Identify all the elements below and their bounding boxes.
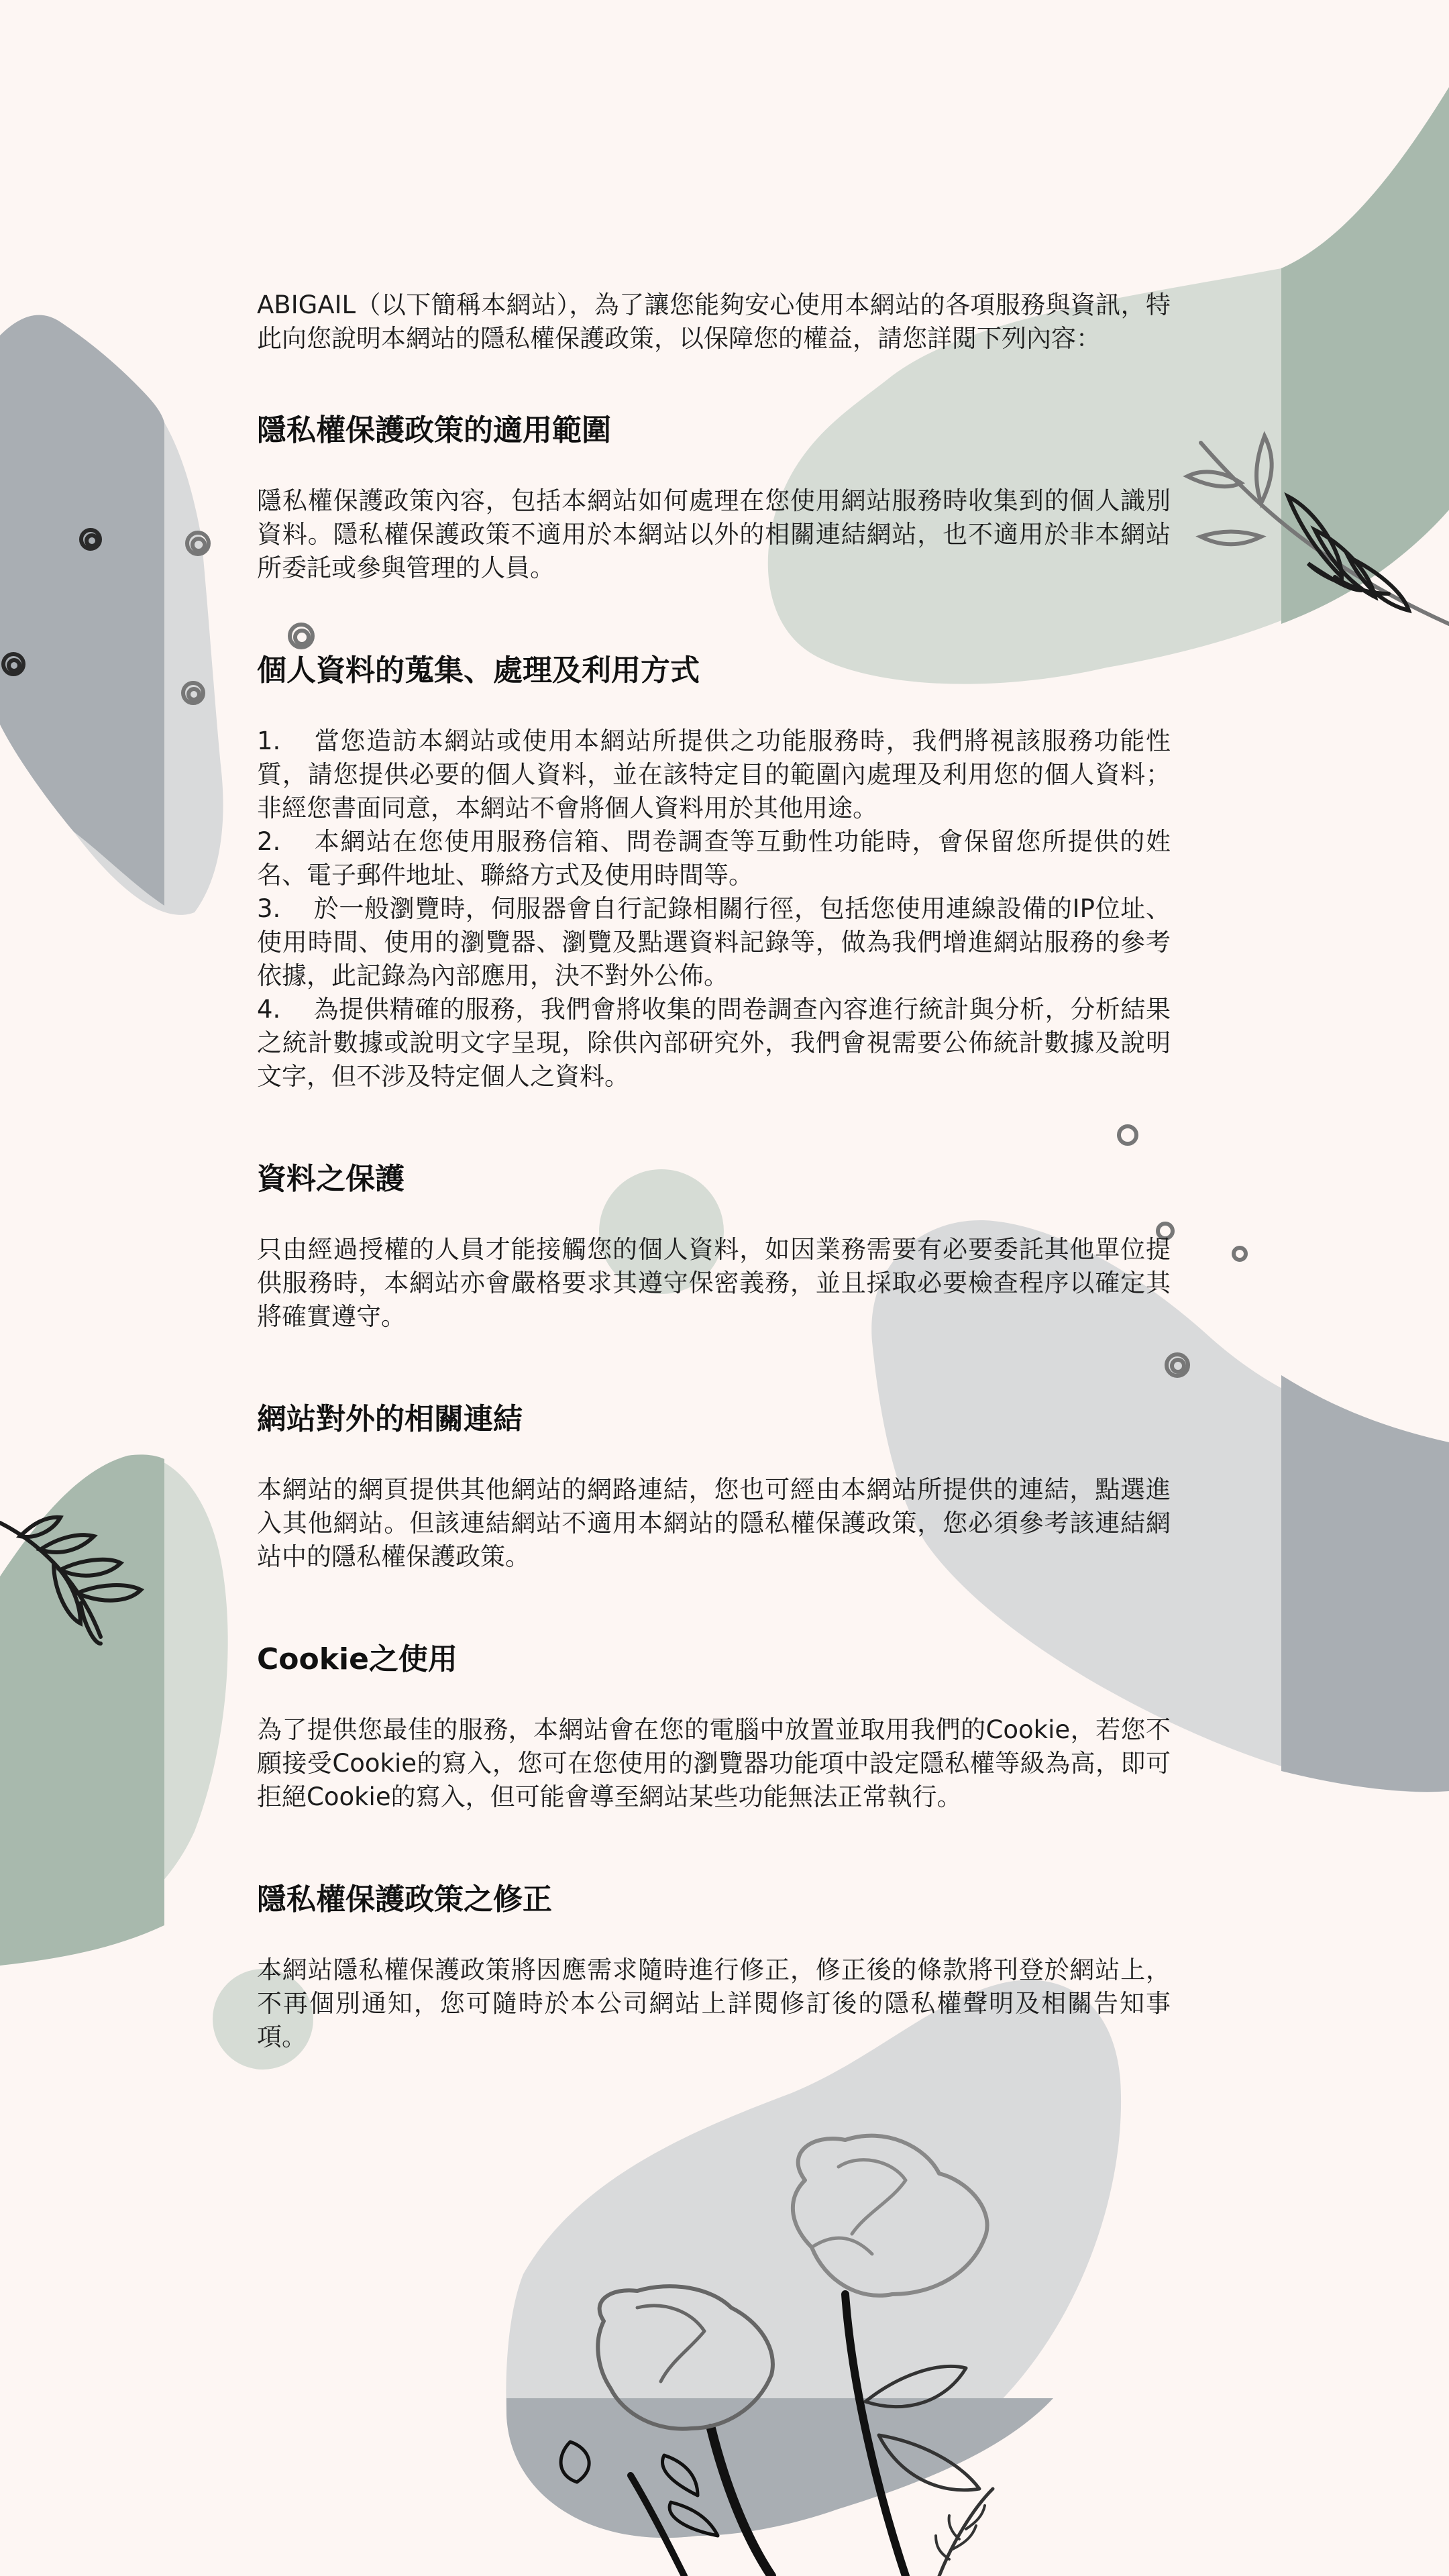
list-text: 為提供精確的服務，我們會將收集的問卷調查內容進行統計與分析，分析結果之統計數據或說明文字呈現，除供內部研究外，我們會視需要公佈統計數據及說明文字，但不涉及特定個人之資料。 bbox=[257, 995, 1171, 1091]
list-number: 2. bbox=[257, 827, 281, 856]
intro-paragraph: ABIGAIL（以下簡稱本網站），為了讓您能夠安心使用本網站的各項服務與資訊，特此向您說明本網站的隱私權保護政策，以保障您的權益，請您詳閱下列內容： bbox=[257, 290, 1171, 353]
list-number: 3. bbox=[257, 894, 281, 923]
section-title-scope: 隱私權保護政策的適用範圍 bbox=[257, 413, 611, 447]
privacy-policy-content bbox=[257, 288, 1171, 2054]
section-body-amendment: 本網站隱私權保護政策將因應需求隨時進行修正，修正後的條款將刊登於網站上，不再個別通知，您可隨時於本公司網站上詳閱修訂後的隱私權聲明及相關告知事項。 bbox=[257, 1955, 1171, 2051]
section-body-scope: 隱私權保護政策內容，包括本網站如何處理在您使用網站服務時收集到的個人識別資料。隱私權保護政策不適用於本網站以外的相關連結網站，也不適用於非本網站所委託或參與管理的人員。 bbox=[257, 486, 1171, 582]
section-title-collection: 個人資料的蒐集、處理及利用方式 bbox=[257, 653, 700, 688]
list-item bbox=[257, 724, 1171, 825]
section-title-external-links: 網站對外的相關連結 bbox=[257, 1402, 523, 1436]
section-title-cookie: Cookie之使用 bbox=[257, 1642, 458, 1676]
list-text: 本網站在您使用服務信箱、問卷調查等互動性功能時，會保留您所提供的姓名、電子郵件地址、聯絡方式及使用時間等。 bbox=[257, 827, 1171, 890]
list-item bbox=[257, 993, 1171, 1093]
list-number: 1. bbox=[257, 727, 281, 755]
list-item bbox=[257, 825, 1171, 892]
list-number: 4. bbox=[257, 995, 281, 1024]
section-title-protection: 資料之保護 bbox=[257, 1162, 405, 1196]
section-title-amendment: 隱私權保護政策之修正 bbox=[257, 1882, 552, 1917]
section-body-cookie: 為了提供您最佳的服務，本網站會在您的電腦中放置並取用我們的Cookie，若您不願接受Cookie的寫入，您可在您使用的瀏覽器功能項中設定隱私權等級為高，即可拒絕Cookie的寫入，但可能會導至網站某些功能無法正常執行。 bbox=[257, 1715, 1171, 1811]
section-body-external-links: 本網站的網頁提供其他網站的網路連結，您也可經由本網站所提供的連結，點選進入其他網站。但該連結網站不適用本網站的隱私權保護政策，您必須參考該連結網站中的隱私權保護政策。 bbox=[257, 1475, 1171, 1571]
left-gray-blob-band bbox=[0, 315, 164, 906]
list-item bbox=[257, 892, 1171, 993]
right-gray-blob-band bbox=[1281, 1375, 1449, 1792]
list-text: 於一般瀏覽時，伺服器會自行記錄相關行徑，包括您使用連線設備的IP位址、使用時間、使用的瀏覽器、瀏覽及點選資料記錄等，做為我們增進網站服務的參考依據，此記錄為內部應用，決不對外公佈。 bbox=[257, 894, 1171, 990]
list-text: 當您造訪本網站或使用本網站所提供之功能服務時，我們將視該服務功能性質，請您提供必要的個人資料，並在該特定目的範圍內處理及利用您的個人資料；非經您書面同意，本網站不會將個人資料用於其他用途。 bbox=[257, 727, 1171, 822]
section-body-protection: 只由經過授權的人員才能接觸您的個人資料，如因業務需要有必要委託其他單位提供服務時，本網站亦會嚴格要求其遵守保密義務，並且採取必要檢查程序以確定其將確實遵守。 bbox=[257, 1235, 1171, 1331]
